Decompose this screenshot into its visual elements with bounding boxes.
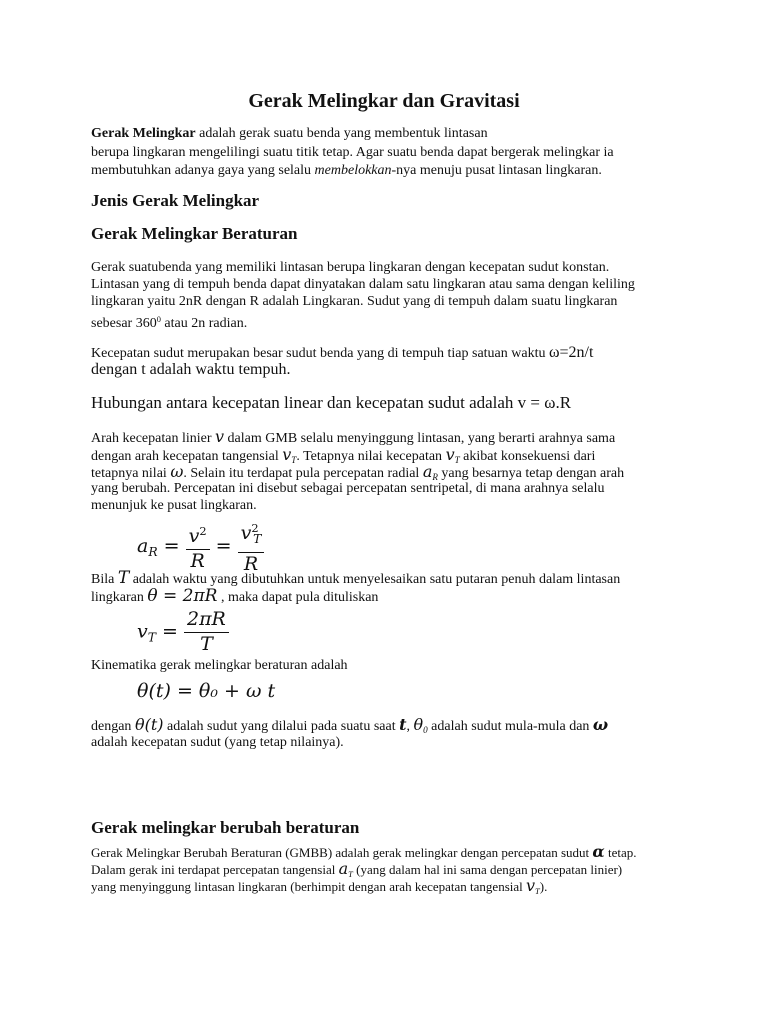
intro-line-1-text: adalah gerak suatu benda yang membentuk lintasan [195,126,488,141]
eq2-lhs: v [137,620,148,643]
dengan-line-1-mid: adalah sudut yang dilalui pada suatu saat [163,719,400,734]
hubungan-line: Hubungan antara kecepatan linear dan kecepatan sudut adalah v = ω.R [91,393,572,412]
eq1-den2: R [243,552,259,575]
kinematika-line: Kinematika gerak melingkar beraturan adalah [91,658,348,673]
gmb-para1-line-4 [91,311,247,333]
symbol-theta-0: θ [413,715,424,734]
gmb-para1-line-3: lingkaran yaitu 2nR dengan R adalah Lingkaran. Sudut yang di tempuh dalam suatu lingkaran [91,294,618,309]
bila-line-2-post: , maka dapat pula dituliskan [217,590,379,605]
symbol-ar: a [422,462,433,481]
arah-line-1 [91,428,615,448]
eq1-lhs: a [137,534,149,557]
equation-kinematics: θ(t) = θ₀ + ω t [137,680,276,702]
dengan-line-2: adalah kecepatan sudut (yang tetap nilainya). [91,735,344,750]
gmbb-line-2-post: (yang dalam hal ini sama dengan percepatan linier) [352,862,623,877]
gmbb-line-2-pre: Dalam gerak ini terdapat percepatan tangensial [91,862,339,877]
arah-line-5: menunjuk ke pusat lingkaran. [91,498,257,513]
gmbb-line-3-post: ). [539,879,548,894]
gmbb-line-3-pre: yang menyinggung lintasan lingkaran (berhimpit dengan arah kecepatan tangensial [91,879,526,894]
intro-line-3-post: -nya menuju pusat lintasan lingkaran. [391,163,602,178]
eq1-fraction-1 [186,520,210,573]
symbol-period-t: T [117,568,130,588]
symbol-omega-2: ω [592,715,609,734]
gmbb-line-3 [91,877,547,900]
heading-gmbb: Gerak melingkar berubah beraturan [91,818,360,837]
arah-line-3-mid: . Selain itu terdapat pula percepatan radial [183,466,423,481]
eq2-num: 2πR [184,608,229,633]
intro-line-3 [91,162,602,180]
dengan-line-1-mid3: adalah sudut mula-mula dan [427,719,593,734]
degree-superscript: 0 [156,315,161,324]
symbol-omega: ω [170,462,184,481]
eq1-num1: v [188,524,200,547]
symbol-ar-sub: R [432,472,438,483]
gmb-para2-line-2: dengan t adalah waktu tempuh. [91,361,291,378]
intro-emphasis: membelokkan [314,163,392,178]
symbol-alpha: α [592,842,605,861]
eq2-lhs-sub: T [147,630,156,645]
arah-line-2-mid: . Tetapnya nilai kecepatan [296,449,446,464]
arah-line-4: yang berubah. Percepatan ini disebut sebagai percepatan sentripetal, di mana arahnya selalu [91,481,605,496]
gmb-para1-line-4-pre: sebesar 360 [91,316,157,332]
arah-line-1-pre: Arah kecepatan linier [91,431,215,446]
dengan-line-1-pre: dengan [91,719,135,734]
symbol-t: t [399,715,407,734]
eq1-equals-1: = [163,534,180,557]
arah-line-1-post: dalam GMB selalu menyinggung lintasan, yang berarti arahnya sama [224,431,616,446]
eq2-fraction [184,608,229,657]
angular-velocity-formula: ω=2n/t [548,344,594,361]
intro-line-1 [91,125,488,143]
arah-line-3-post: yang besarnya tetap dengan arah [437,466,625,481]
symbol-vt: v [282,445,292,464]
symbol-theta-t: θ(t) [134,715,164,734]
symbol-at: a [338,859,349,878]
heading-jenis: Jenis Gerak Melingkar [91,191,260,210]
symbol-v: v [215,427,225,446]
gmb-para1-line-2: Lintasan yang di tempuh benda dapat dinyatakan dalam satu lingkaran atau sama dengan keliling [91,277,635,292]
gmb-para1-line-1: Gerak suatubenda yang memiliki lintasan berupa lingkaran dengan kecepatan sudut konstan. [91,260,610,275]
equation-centripetal [137,517,264,577]
gmb-para1-line-4-post: atau 2n radian. [160,316,248,332]
bila-line-2-pre: lingkaran [91,590,148,605]
theta-formula: θ = 2πR [147,586,218,606]
eq1-num2-sub: T [253,532,262,547]
symbol-vt-2: v [445,445,455,464]
page-title: Gerak Melingkar dan Gravitasi [248,90,520,112]
intro-term: Gerak Melingkar [91,126,196,141]
bila-line-1-post: adalah waktu yang dibutuhkan untuk menyelesaikan satu putaran penuh dalam lintasan [129,572,621,587]
arah-line-2-post: akibat konsekuensi dari [459,449,596,464]
arah-line-2-pre: dengan arah kecepatan tangensial [91,449,283,464]
eq1-equals-2: = [215,534,232,557]
symbol-vt-sub: T [291,455,297,466]
equation-tangential-velocity [137,608,229,657]
arah-line-3-pre: tetapnya nilai [91,466,171,481]
dengan-comma: , [406,719,414,734]
symbol-vt-3: v [526,876,536,895]
symbol-theta-0-sub: 0 [423,725,428,736]
eq1-fraction-2 [238,517,265,577]
eq2-equals: = [162,620,178,643]
intro-line-2: berupa lingkaran mengelilingi suatu titik tetap. Agar suatu benda dapat bergerak melingkar ia [91,145,614,160]
eq2-den: T [200,632,213,655]
eq1-num2-sup: 2 [251,521,259,535]
eq1-den1: R [190,549,205,572]
symbol-vt-3-sub: T [535,885,540,896]
gmbb-line-1-post: tetap. [604,845,637,860]
heading-gmb: Gerak Melingkar Beraturan [91,224,298,243]
symbol-at-sub: T [348,868,353,879]
gmb-para2-line-1-pre: Kecepatan sudut merupakan besar sudut benda yang di tempuh tiap satuan waktu [91,346,549,361]
gmbb-line-1-pre: Gerak Melingkar Berubah Beraturan (GMBB) adalah gerak melingkar dengan percepatan sudut [91,845,593,860]
gmbb-line-1 [91,843,636,861]
eq1-num1-sup: 2 [199,524,207,539]
eq1-num2: v [240,521,252,544]
bila-line-1-pre: Bila [91,572,118,587]
eq1-lhs-sub: R [148,545,158,560]
intro-line-3-pre: membutuhkan adanya gaya yang selalu [91,163,315,178]
bila-line-2 [91,588,378,607]
symbol-vt-2-sub: T [454,455,460,466]
